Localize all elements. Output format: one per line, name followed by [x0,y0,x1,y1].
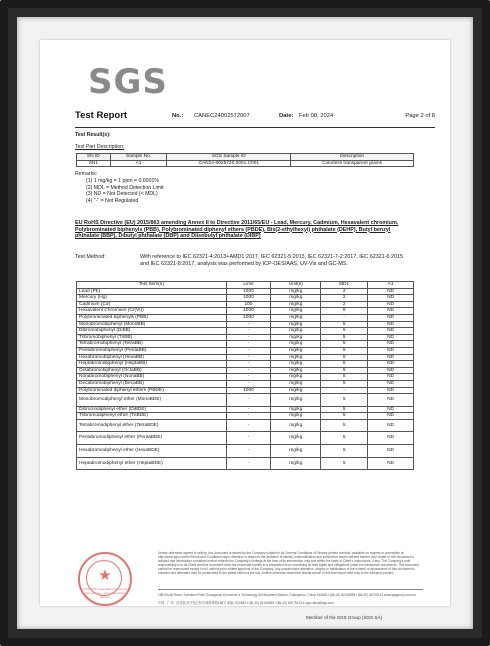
results-table-cell: 1000 [226,295,271,302]
results-table-row [77,419,414,432]
part-table-header: Description [291,154,414,161]
results-table-cell: mg/kg [271,406,321,413]
test-part-table [76,153,414,167]
remarks-label: Remarks: [75,171,98,177]
results-table-row [77,394,414,407]
results-table-header: Unit(s) [271,282,321,289]
results-table-header: Test Item(s) [77,282,227,289]
results-table-cell: 5 [321,361,368,368]
results-table-cell: mg/kg [271,457,321,470]
results-table-cell: 5 [321,457,368,470]
results-table-row [77,432,414,445]
results-table-cell: - [226,367,271,374]
test-item-name: Octabromobiphenyl (OctaBB) [77,367,227,374]
results-table-cell: 5 [321,432,368,445]
results-table-cell: mg/kg [271,334,321,341]
fine-print: Unless otherwise agreed in writing, this document is issued by the Company subject to its General Conditions of Service printed overleaf, available on request or accessible at http://www.sgs.com/en/Terms-and-Conditions.aspx. Attention is drawn to the limitation of liability, indemnification and jurisdiction issues defined therein. Any holder of this document is advised that information contained hereon reflects the Company's findings at the time of its intervention only and within the limits of Client's instructions, if any. The Company's sole responsibility is to its Client and this document does not exonerate parties to a transaction from exercising all their rights and obligations under the transaction documents. This document cannot be reproduced except in full, without prior written approval of the Company. Any unauthorized alteration, forgery or falsification of the content or appearance of this document is unlawful and offenders may be prosecuted to the fullest extent of the law. Unless otherwise stated the results shown in this test report refer only to the sample(s) tested. [158,551,420,575]
report-title: Test Report [75,110,128,121]
results-table-header: MDL [321,282,368,289]
results-table-cell: 5 [321,406,368,413]
results-table-cell: 5 [321,328,368,335]
results-table-row [77,321,414,328]
test-item-name: Dibromobiphenyl (DiBB) [77,328,227,335]
header-divider [75,127,435,128]
results-table-cell: ND [368,413,414,420]
results-table-cell: 1000 [226,288,271,295]
results-table-cell: ND [368,295,414,302]
results-table-cell: mg/kg [271,301,321,308]
test-item-name: Nonabromobiphenyl (NonaBB) [77,374,227,381]
results-table-row [77,361,414,368]
results-table-cell: ND [368,354,414,361]
results-table-cell: ND [368,432,414,445]
results-table-cell: - [226,394,271,407]
test-item-name: Cadmium (Cd) [77,301,227,308]
results-table-row [77,301,414,308]
results-table-cell: ND [368,334,414,341]
results-table-header: A1 [368,282,414,289]
results-table-cell: - [226,419,271,432]
results-table-cell: ND [368,321,414,328]
results-table-cell: 5 [321,321,368,328]
part-table-header: SGS Sample ID [167,154,291,161]
rohs-title: EU RoHS Directive (EU) 2015/863 amending Annex II to Directive 2011/65/EU - Lead, Mercury, Cadmium, Hexavalent chromium, Polybrominated biphenyls (PBB), Polybrominated diphenyl ethers (PBDE), Bis(2-ethylhexyl) phthalate (DEHP), Butyl benzyl phthalate (BBP), Dibutyl phthalate (DBP) and Diisobutyl phthalate (DIBP) [75,220,399,240]
results-table-row [77,347,414,354]
footer-divider [158,589,423,590]
results-table-cell: mg/kg [271,432,321,445]
results-table-row [77,457,414,470]
results-table-header: Limit [226,282,271,289]
sgs-logo: SGS [88,62,168,102]
test-item-name: Hexabromodiphenyl ether (HexaBDE) [77,445,227,458]
results-table-cell: ND [368,341,414,348]
results-table-cell: 5 [321,354,368,361]
remark-item: (1) 1 mg/kg = 1 ppm = 0.0001% [86,178,159,184]
results-table-cell: 5 [321,413,368,420]
results-table-cell: mg/kg [271,341,321,348]
results-table-cell: - [226,354,271,361]
results-table-cell: mg/kg [271,374,321,381]
results-table-cell: 1000 [226,387,271,394]
results-table-cell: - [226,341,271,348]
results-table-row [77,387,414,394]
results-table-cell: 5 [321,367,368,374]
results-table-row [77,413,414,420]
results-table-cell: 5 [321,347,368,354]
results-table [76,281,414,470]
report-date-label: Date: [279,113,294,119]
results-table-cell: mg/kg [271,328,321,335]
remark-item: (3) ND = Not Detected (< MDL) [86,191,158,198]
results-table-cell: ND [368,374,414,381]
test-item-name: Tribromodiphenyl ether (TriBDE) [77,413,227,420]
report-number: CANEC24002572007 [194,113,250,119]
results-table-cell: mg/kg [271,361,321,368]
results-table-cell: - [226,347,271,354]
results-table-cell: ND [368,380,414,387]
test-results-label: Test Result(s): [75,132,111,138]
results-table-cell: 5 [321,394,368,407]
results-table-cell: mg/kg [271,387,321,394]
results-table-cell: mg/kg [271,445,321,458]
results-table-cell: mg/kg [271,321,321,328]
test-item-name: Tetrabromobiphenyl (TetraBB) [77,341,227,348]
results-table-cell: 1000 [226,308,271,315]
results-table-row [77,380,414,387]
test-item-name: Tribromobiphenyl (TriBB) [77,334,227,341]
results-table-cell: mg/kg [271,419,321,432]
results-table-cell: 5 [321,419,368,432]
results-table-cell: ND [368,387,414,394]
results-table-cell: mg/kg [271,354,321,361]
remark-item: (2) MDL = Method Detection Limit [86,184,164,191]
test-method-text: With reference to IEC 62321-4:2013+AMD1:2017, IEC 62321-5:2013, IEC 62321-7-2:2017, IEC 62321-6:2015 and IEC 62321-8:2017, analysis was performed by ICP-OES/AAS, UV-Vis and GC-MS. [140,254,403,267]
results-table-cell: 5 [321,341,368,348]
remarks-list [86,178,164,204]
test-item-name: Pentabromobiphenyl (PentaBB) [77,347,227,354]
results-table-cell: ND [368,288,414,295]
test-part-label: Test Part Description: [75,144,125,150]
results-table-cell: ND [368,328,414,335]
test-item-name: Decabromobiphenyl (DecaBB) [77,380,227,387]
results-table-row [77,341,414,348]
results-table-cell: mg/kg [271,394,321,407]
results-table-cell: mg/kg [271,295,321,302]
results-table-cell: mg/kg [271,288,321,295]
results-table-cell: 2 [321,301,368,308]
results-table-row [77,295,414,302]
results-table-cell: - [226,413,271,420]
stamp-text: SGS-CSTC Standards Technical Services Co., Ltd. Guangzhou Branch [83,587,127,599]
remark-item: (4) "-" = Not Regulated [86,197,139,204]
results-table-cell: - [226,361,271,368]
results-table-cell: mg/kg [271,367,321,374]
results-table-cell: ND [368,361,414,368]
address-line-cn: 中国 · 广州 · 经济技术开发区科学城科珠路198号 邮编: 510663 t (86-20) 82155555 f (86-20) 82075113 e sgs.china@sgs.com [158,601,334,605]
part-table-cell: SN1 [77,160,111,167]
results-table-cell: 2 [321,295,368,302]
results-table-row [77,374,414,381]
results-table-cell: ND [368,419,414,432]
results-table-cell: - [226,334,271,341]
results-table-cell: ND [368,394,414,407]
test-item-name: Tetrabromodiphenyl ether (TetraBDE) [77,419,227,432]
page-number: Page 2 of 8 [405,113,435,119]
results-table-cell: - [226,457,271,470]
results-table-cell: - [226,328,271,335]
results-table-cell: ND [368,445,414,458]
results-table-cell: ND [368,406,414,413]
member-statement: Member of the SGS Group (SGS SA) [306,615,383,620]
results-table-row [77,308,414,315]
results-table-cell: 5 [321,380,368,387]
results-table-cell: ND [368,347,414,354]
stamp-star-icon: ★ [98,567,112,584]
results-table-row [77,354,414,361]
results-table-row [77,406,414,413]
results-table-row [77,288,414,295]
part-table-cell: CAN24-0025720.0001.C001 [167,160,291,167]
report-date: Feb 08, 2024 [299,113,334,119]
test-item-name: Polybrominated biphenyls (PBB) [77,314,227,321]
results-table-cell: mg/kg [271,308,321,315]
results-table-row [77,314,414,321]
test-item-name: Hexabromobiphenyl (HexaBB) [77,354,227,361]
address-line: 198 Kezhu Road, Scientech Park Guangzhou Economic & Technology Development District, Guangzhou, China 510663 t (86-20) 82155555 f (86-20) 82075113 www.sgsgroup.com.cn [158,593,416,597]
test-item-name: Lead (Pb) [77,288,227,295]
test-item-name: Heptabromobiphenyl (HeptaBB) [77,361,227,368]
results-table-cell: - [226,445,271,458]
report-page [40,40,450,620]
results-table-cell: mg/kg [271,347,321,354]
results-table-row [77,328,414,335]
results-table-cell: 1000 [226,314,271,321]
results-table-cell: 8 [321,308,368,315]
test-item-name: Heptabromodiphenyl ether (HeptaBDE) [77,457,227,470]
test-method-label: Test Method: [75,254,106,260]
test-item-name: Monobromodiphenyl ether (MonoBDE) [77,394,227,407]
results-table-cell: - [226,406,271,413]
results-table-row [77,367,414,374]
results-table-cell: - [321,387,368,394]
part-table-header: Sample No. [110,154,167,161]
part-table-header: SN ID [77,154,111,161]
results-table-cell: - [226,374,271,381]
report-number-label: No.: [172,113,184,119]
test-item-name: Dibromodiphenyl ether (DiBDE) [77,406,227,413]
results-table-row [77,334,414,341]
results-table-cell: 5 [321,334,368,341]
results-table-cell: 5 [321,374,368,381]
results-table-cell: - [226,321,271,328]
test-item-name: Pentabromodiphenyl ether (PentaBDE) [77,432,227,445]
results-table-cell: mg/kg [271,314,321,321]
results-table-cell: mg/kg [271,413,321,420]
test-item-name: Monobromobiphenyl (MonoBB) [77,321,227,328]
test-item-name: Mercury (Hg) [77,295,227,302]
results-table-cell: ND [368,457,414,470]
results-table-cell: 5 [321,445,368,458]
results-table-cell: ND [368,314,414,321]
results-table-cell: - [226,380,271,387]
results-table-cell: - [321,314,368,321]
report-header [75,110,440,125]
part-table-cell: Colorless transparent grains [291,160,414,167]
results-table-row [77,445,414,458]
results-table-cell: - [226,432,271,445]
results-table-cell: 2 [321,288,368,295]
results-table-cell: ND [368,301,414,308]
company-stamp [78,552,132,606]
results-table-cell: ND [368,367,414,374]
part-table-cell: A1 [110,160,167,167]
test-item-name: Hexavalent Chromium (Cr(VI)) [77,308,227,315]
test-item-name: Polybrominated diphenyl ethers (PBDE) [77,387,227,394]
part-table-row [77,160,414,167]
results-table-cell: 100 [226,301,271,308]
results-table-cell: ND [368,308,414,315]
results-table-cell: mg/kg [271,380,321,387]
